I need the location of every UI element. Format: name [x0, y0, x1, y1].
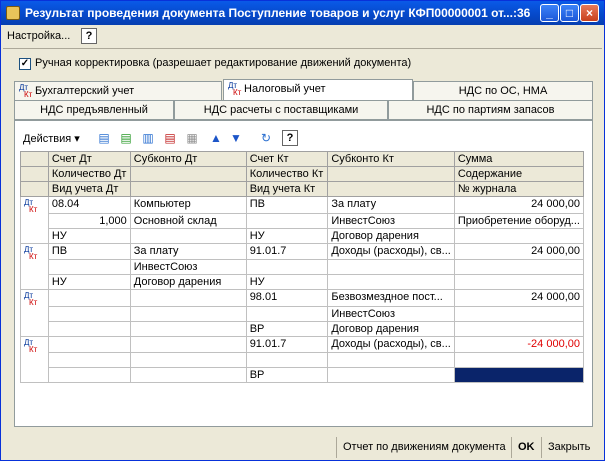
table-cell[interactable]: 91.01.7 [246, 336, 328, 353]
table-cell[interactable]: 08.04 [48, 197, 130, 214]
table-cell[interactable]: Договор дарения [328, 228, 454, 243]
table-cell[interactable]: 24 000,00 [454, 290, 583, 307]
table-cell[interactable]: 1,000 [48, 213, 130, 228]
table-cell[interactable] [130, 321, 246, 336]
move-down-icon[interactable]: ▼ [230, 131, 242, 145]
tab-label: Бухгалтерский учет [35, 85, 135, 97]
table-row[interactable] [21, 260, 584, 275]
tab-label: НДС по партиям запасов [426, 104, 555, 116]
close-window-button[interactable]: × [580, 4, 599, 22]
manual-correction-checkbox[interactable]: ✓ [20, 58, 30, 69]
actions-menu[interactable]: Действия ▾ [23, 133, 80, 145]
header-row [21, 182, 584, 197]
tab-vat-presented[interactable] [14, 100, 174, 120]
header-row [21, 167, 584, 182]
table-row[interactable] [21, 290, 584, 307]
table-cell[interactable] [328, 368, 454, 383]
table-cell[interactable] [48, 290, 130, 307]
table-cell[interactable]: 24 000,00 [454, 243, 583, 260]
table-row[interactable] [21, 228, 584, 243]
table-cell[interactable] [454, 306, 583, 321]
table-cell[interactable] [246, 353, 328, 368]
tab-label: НДС по ОС, НМА [458, 85, 548, 97]
copy-row-icon[interactable]: ▤ [120, 131, 132, 145]
row-icon-cell [21, 368, 49, 383]
status-bar [3, 437, 602, 458]
row-icon-cell [21, 260, 49, 275]
column-header[interactable]: Субконто Кт [328, 152, 454, 167]
movements-table[interactable] [20, 151, 584, 383]
table-cell[interactable]: За плату [328, 197, 454, 214]
column-header[interactable]: Счет Кт [246, 152, 328, 167]
table-cell[interactable]: Приобретение оборуд... [454, 213, 583, 228]
column-header [130, 182, 246, 197]
table-cell[interactable] [454, 275, 583, 290]
table-cell[interactable]: ИнвестСоюз [130, 260, 246, 275]
table-row[interactable] [21, 197, 584, 214]
end-edit-icon[interactable]: ▦ [186, 131, 198, 145]
close-button[interactable]: Закрыть [541, 437, 596, 458]
debit-credit-tax-icon: Дт Кт [228, 81, 242, 97]
table-cell[interactable]: Договор дарения [130, 275, 246, 290]
table-cell[interactable]: НУ [48, 275, 130, 290]
table-cell[interactable]: Безвозмездное пост... [328, 290, 454, 307]
table-cell[interactable] [48, 321, 130, 336]
table-cell[interactable]: Компьютер [130, 197, 246, 214]
tab-accounting[interactable] [14, 81, 222, 101]
row-icon-cell [21, 228, 49, 243]
table-cell[interactable] [454, 260, 583, 275]
table-row[interactable] [21, 368, 584, 383]
table-row[interactable] [21, 306, 584, 321]
movements-report-button[interactable]: Отчет по движениям документа [336, 437, 512, 458]
settings-menu[interactable]: Настройка... [7, 30, 71, 42]
column-header[interactable]: Содержание [454, 167, 583, 182]
column-header [328, 167, 454, 182]
table-cell[interactable] [130, 306, 246, 321]
tab-tax[interactable] [223, 79, 413, 101]
table-cell[interactable] [246, 260, 328, 275]
add-row-icon[interactable]: ▤ [98, 131, 110, 145]
delete-row-icon[interactable]: ▤ [164, 131, 176, 145]
table-cell[interactable]: Основной склад [130, 213, 246, 228]
table-cell[interactable] [130, 290, 246, 307]
column-header[interactable]: Количество Дт [48, 167, 130, 182]
header-row [21, 152, 584, 167]
row-icon-cell [21, 321, 49, 336]
title-bar [1, 1, 604, 25]
help-icon[interactable]: ? [81, 28, 97, 44]
table-cell[interactable] [48, 336, 130, 353]
debit-credit-icon: Дт Кт [21, 197, 49, 214]
toolbar [20, 129, 590, 149]
table-cell[interactable] [454, 321, 583, 336]
tab-vat-batches[interactable] [388, 100, 593, 120]
column-header[interactable]: Счет Дт [48, 152, 130, 167]
table-cell[interactable]: Доходы (расходы), св... [328, 243, 454, 260]
help-icon[interactable]: ? [282, 130, 298, 146]
row-icon-cell [21, 353, 49, 368]
menu-bar [3, 27, 602, 47]
table-cell[interactable] [130, 368, 246, 383]
table-cell[interactable] [130, 336, 246, 353]
manual-correction-label: Ручная корректировка (разрешает редактирование движений документа) [35, 57, 412, 69]
move-up-icon[interactable]: ▲ [210, 131, 222, 145]
table-row[interactable] [21, 321, 584, 336]
table-cell[interactable]: -24 000,00 [454, 336, 583, 353]
table-cell[interactable]: 91.01.7 [246, 243, 328, 260]
table-cell[interactable]: ВР [246, 368, 328, 383]
table-cell[interactable] [130, 228, 246, 243]
column-header[interactable]: Субконто Дт [130, 152, 246, 167]
table-row[interactable] [21, 275, 584, 290]
app-icon [6, 6, 20, 20]
edit-row-icon[interactable]: ▥ [142, 131, 154, 145]
tab-panel [14, 120, 593, 427]
minimize-button[interactable]: _ [540, 4, 559, 22]
table-cell[interactable]: Договор дарения [328, 321, 454, 336]
table-cell[interactable]: ИнвестСоюз [328, 306, 454, 321]
table-cell[interactable]: ВР [246, 321, 328, 336]
table-row[interactable] [21, 336, 584, 353]
table-row[interactable] [21, 213, 584, 228]
tab-label: НДС расчеты с поставщиками [203, 104, 359, 116]
column-header[interactable]: Количество Кт [246, 167, 328, 182]
debit-credit-icon: Дт Кт [19, 83, 33, 99]
table-cell[interactable] [328, 275, 454, 290]
tab-label: Налоговый учет [244, 83, 326, 95]
table-cell[interactable] [48, 353, 130, 368]
ok-button[interactable]: OK [511, 437, 541, 458]
row-icon-cell [21, 306, 49, 321]
maximize-button[interactable]: □ [560, 4, 579, 22]
column-header[interactable]: Сумма [454, 152, 583, 167]
row-icon-cell [21, 213, 49, 228]
window-title: Результат проведения документа Поступление товаров и услуг КФП00000001 от...:36 [25, 6, 531, 20]
table-cell[interactable]: 98.01 [246, 290, 328, 307]
table-cell[interactable] [328, 353, 454, 368]
table-cell[interactable]: НУ [246, 275, 328, 290]
table-cell[interactable]: За плату [130, 243, 246, 260]
selected-cell[interactable] [454, 368, 583, 383]
row-icon-cell [21, 275, 49, 290]
table-cell[interactable] [454, 228, 583, 243]
table-cell[interactable] [48, 368, 130, 383]
column-header [328, 182, 454, 197]
table-cell[interactable] [130, 353, 246, 368]
divider [3, 48, 602, 49]
column-header[interactable]: Вид учета Дт [48, 182, 130, 197]
table-cell[interactable]: Доходы (расходы), св... [328, 336, 454, 353]
column-header[interactable]: № журнала [454, 182, 583, 197]
table-cell[interactable] [246, 306, 328, 321]
table-cell[interactable]: 24 000,00 [454, 197, 583, 214]
tab-vat-suppliers[interactable] [174, 100, 388, 120]
table-cell[interactable] [454, 353, 583, 368]
column-header [130, 167, 246, 182]
table-cell[interactable]: НУ [246, 228, 328, 243]
table-cell[interactable]: ИнвестСоюз [328, 213, 454, 228]
debit-credit-icon: Дт Кт [21, 290, 49, 307]
refresh-icon[interactable]: ↻ [260, 131, 272, 145]
table-cell[interactable] [246, 213, 328, 228]
debit-credit-icon: Дт Кт [21, 336, 49, 353]
column-header[interactable]: Вид учета Кт [246, 182, 328, 197]
table-row[interactable] [21, 243, 584, 260]
table-cell[interactable] [48, 306, 130, 321]
debit-credit-icon: Дт Кт [21, 243, 49, 260]
table-cell[interactable]: ПВ [246, 197, 328, 214]
table-row[interactable] [21, 353, 584, 368]
table-cell[interactable]: НУ [48, 228, 130, 243]
tab-label: НДС предъявленный [40, 104, 148, 116]
tab-vat-fixed-assets[interactable] [413, 81, 593, 101]
table-cell[interactable] [48, 260, 130, 275]
table-cell[interactable]: ПВ [48, 243, 130, 260]
table-cell[interactable] [328, 260, 454, 275]
